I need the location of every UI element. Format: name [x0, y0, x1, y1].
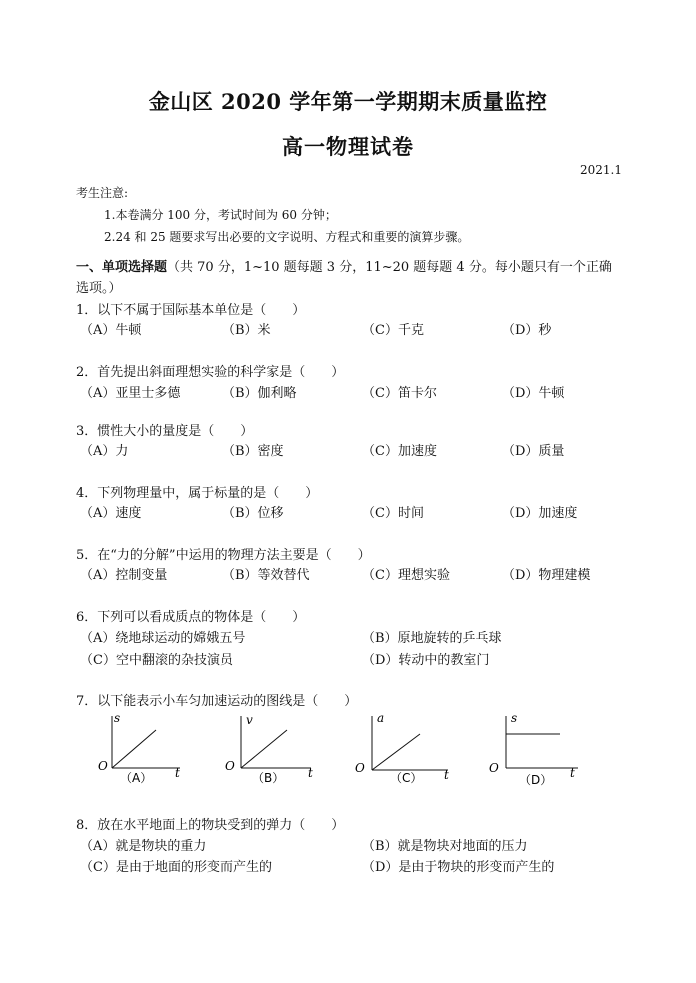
graph-c-origin: O: [355, 761, 365, 775]
q3-option-d: （D）质量: [502, 444, 565, 459]
question-4-stem: 4．下列物理量中，属于标量的是（ ）: [76, 486, 319, 501]
q5-option-b: （B）等效替代: [222, 568, 310, 583]
graph-c-x-label: t: [444, 768, 449, 782]
q6-option-c: （C）空中翻滚的杂技演员: [80, 653, 233, 668]
question-3-stem: 3．惯性大小的量度是（ ）: [76, 424, 254, 439]
q2-option-a: （A）亚里士多德: [80, 386, 181, 401]
q5-option-a: （A）控制变量: [80, 568, 168, 583]
q1-option-b: （B）米: [222, 323, 271, 338]
graph-a-x-label: t: [175, 766, 180, 780]
graph-d-origin: O: [489, 761, 499, 775]
q8-option-c: （C）是由于地面的形变而产生的: [80, 860, 272, 875]
q5-option-d: （D）物理建模: [502, 568, 591, 583]
graph-b-origin: O: [225, 759, 235, 773]
graph-d-y-label: s: [511, 711, 518, 725]
notice-heading: 考生注意:: [76, 186, 129, 200]
q8-option-b: （B）就是物块对地面的压力: [362, 839, 528, 854]
q3-option-c: （C）加速度: [362, 444, 437, 459]
q3-option-b: （B）密度: [222, 444, 284, 459]
q2-option-d: （D）牛顿: [502, 386, 565, 401]
graph-a-caption: （A）: [120, 771, 153, 785]
q1-option-d: （D）秒: [502, 323, 552, 338]
graph-b-caption: （B）: [252, 771, 285, 785]
notice-item-2: 2.24 和 25 题要求写出必要的文字说明、方程式和重要的演算步骤。: [104, 230, 470, 244]
section-heading-line: [76, 256, 612, 275]
q4-option-c: （C）时间: [362, 506, 424, 521]
graph-b: [219, 708, 329, 788]
section-heading: 一、单项选择题: [76, 260, 168, 275]
question-7-stem: 7．以下能表示小车匀加速运动的图线是（ ）: [76, 694, 358, 709]
graph-c-y-label: a: [377, 711, 385, 725]
exam-subtitle: 高一物理试卷: [282, 134, 414, 159]
q5-option-c: （C）理想实验: [362, 568, 450, 583]
section-description: （共 70 分，1~10 题每题 3 分，11~20 题每题 4 分。每小题只有一个正确: [167, 260, 612, 275]
q2-option-c: （C）笛卡尔: [362, 386, 437, 401]
question-8-stem: 8．放在水平地面上的物块受到的弹力（ ）: [76, 818, 345, 833]
q6-option-a: （A）绕地球运动的嫦娥五号: [80, 631, 246, 646]
exam-title: 金山区 2020 学年第一学期期末质量监控: [148, 89, 548, 114]
question-1-stem: 1．以下不属于国际基本单位是（ ）: [76, 303, 306, 318]
q6-option-b: （B）原地旋转的乒乓球: [362, 631, 502, 646]
notice-item-1: 1.本卷满分 100 分，考试时间为 60 分钟；: [104, 208, 337, 222]
q8-option-a: （A）就是物块的重力: [80, 839, 207, 854]
q6-option-d: （D）转动中的教室门: [362, 653, 490, 668]
q2-option-b: （B）伽利略: [222, 386, 297, 401]
graph-a: [90, 708, 200, 788]
q1-option-a: （A）牛顿: [80, 323, 142, 338]
graph-b-x-label: t: [308, 766, 313, 780]
graph-d-caption: （D）: [519, 773, 553, 787]
graph-c-caption: （C）: [390, 771, 423, 785]
question-6-stem: 6．下列可以看成质点的物体是（ ）: [76, 610, 306, 625]
question-5-stem: 5．在“力的分解”中运用的物理方法主要是（ ）: [76, 548, 371, 563]
q8-option-d: （D）是由于物块的形变而产生的: [362, 860, 555, 875]
graph-a-y-label: s: [114, 711, 121, 725]
q4-option-d: （D）加速度: [502, 506, 578, 521]
graph-d: [484, 708, 594, 788]
graph-b-y-label: v: [246, 713, 253, 727]
question-2-stem: 2．首先提出斜面理想实验的科学家是（ ）: [76, 365, 345, 380]
q4-option-b: （B）位移: [222, 506, 284, 521]
graph-c: [350, 708, 460, 788]
q3-option-a: （A）力: [80, 444, 129, 459]
section-description-cont: 选项。）: [76, 281, 122, 296]
exam-date: 2021.1: [580, 163, 622, 177]
graph-d-x-label: t: [570, 766, 575, 780]
q1-option-c: （C）千克: [362, 323, 424, 338]
graph-a-origin: O: [98, 759, 108, 773]
q4-option-a: （A）速度: [80, 506, 142, 521]
